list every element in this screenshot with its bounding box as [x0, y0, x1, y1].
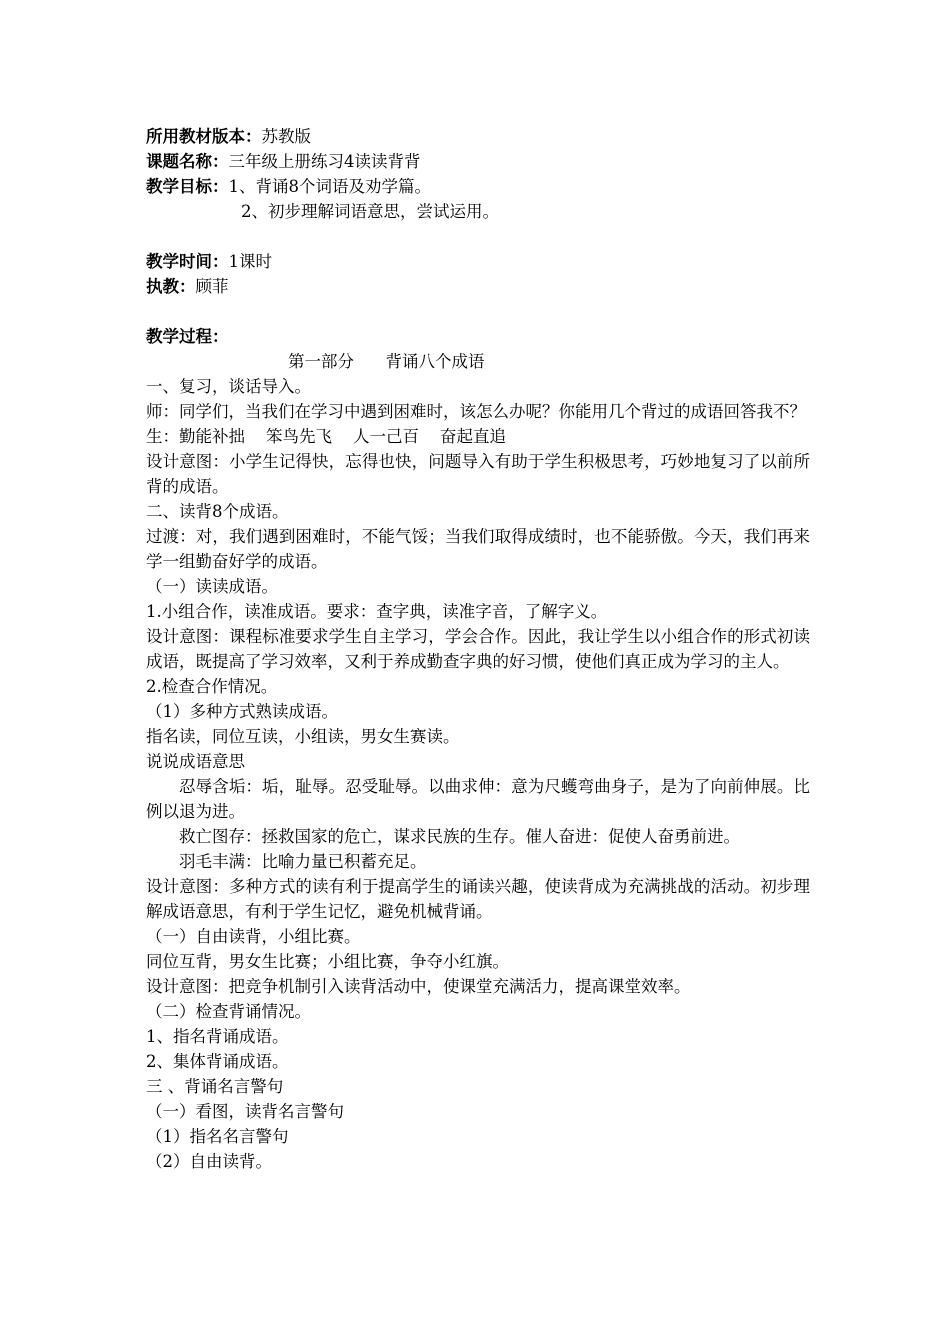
- paragraph: 过渡：对，我们遇到困难时，不能气馁；当我们取得成绩时，也不能骄傲。今天，我们再来学一组勤奋好学的成语。: [146, 527, 810, 571]
- paragraph: （2）自由读背。: [146, 1152, 272, 1171]
- idiom-meaning: 羽毛丰满：比喻力量已积蓄充足。: [179, 852, 427, 871]
- spacer: [146, 224, 810, 249]
- paragraph: 设计意图：多种方式的读有利于提高学生的诵读兴趣，使读背成为充满挑战的活动。初步理解成语意思，有利于学生记忆，避免机械背诵。: [146, 877, 810, 921]
- paragraph: 1.小组合作，读准成语。要求：查字典，读准字音，了解字义。: [146, 602, 608, 621]
- paragraph: 指名读，同位互读，小组读，男女生赛读。: [146, 727, 460, 746]
- paragraph: 说说成语意思: [146, 752, 245, 771]
- teaching-time-label: 教学时间：: [146, 252, 229, 271]
- paragraph: 同位互背，男女生比赛；小组比赛，争夺小红旗。: [146, 952, 509, 971]
- paragraph: （一）读读成语。: [146, 577, 278, 596]
- teaching-goal-label: 教学目标：: [146, 177, 229, 196]
- paragraph: 设计意图：把竞争机制引入读背活动中，使课堂充满活力，提高课堂效率。: [146, 977, 691, 996]
- teaching-goal-1: 1、背诵8个词语及劝学篇。: [228, 177, 431, 196]
- lesson-title-line: [146, 149, 810, 174]
- paragraph: （一）自由读背，小组比赛。: [146, 927, 361, 946]
- paragraph: 一、复习，谈话导入。: [146, 377, 311, 396]
- paragraph: 师：同学们，当我们在学习中遇到困难时，该怎么办呢？你能用几个背过的成语回答我不？: [146, 402, 806, 421]
- idiom-meaning: 忍辱含垢：垢，耻辱。忍受耻辱。以曲求伸：意为尺蠖弯曲身子，是为了向前伸展。比例以退为进。: [146, 777, 810, 821]
- paragraph: 1、指名背诵成语。: [146, 1027, 289, 1046]
- lesson-plan-document: [146, 124, 810, 1174]
- paragraph: 2.检查合作情况。: [146, 677, 278, 696]
- paragraph: （二）检查背诵情况。: [146, 1002, 311, 1021]
- lesson-title-value: 三年级上册练习4读读背背: [228, 152, 421, 171]
- textbook-version-value: 苏教版: [261, 127, 311, 146]
- teacher-label: 执教：: [146, 277, 196, 296]
- paragraph: 生：勤能补拙 笨鸟先飞 人一己百 奋起直追: [146, 427, 506, 446]
- paragraph: 二、读背8个成语。: [146, 502, 289, 521]
- idiom-meaning: 救亡图存：拯救国家的危亡，谋求民族的生存。催人奋进：促使人奋勇前进。: [179, 827, 740, 846]
- process-label: 教学过程：: [146, 327, 229, 346]
- paragraph: 三 、背诵名言警句: [146, 1077, 284, 1096]
- paragraph: （1）指名名言警句: [146, 1127, 289, 1146]
- paragraph: 设计意图：课程标准要求学生自主学习，学会合作。因此，我让学生以小组合作的形式初读成语，既提高了学习效率，又利于养成勤查字典的好习惯，使他们真正成为学习的主人。: [146, 627, 810, 671]
- section-title: 第一部分 背诵八个成语: [288, 352, 485, 371]
- teaching-time-value: 1课时: [228, 252, 272, 271]
- lesson-title-label: 课题名称：: [146, 152, 229, 171]
- textbook-version-line: [146, 124, 810, 149]
- spacer: [146, 299, 810, 324]
- paragraph: （1）多种方式熟读成语。: [146, 702, 338, 721]
- paragraph: 2、集体背诵成语。: [146, 1052, 289, 1071]
- teacher-value: 顾菲: [195, 277, 229, 296]
- teaching-goal-2: 2、初步理解词语意思，尝试运用。: [241, 202, 499, 221]
- teaching-time-line: [146, 249, 810, 274]
- teaching-goal-line: [146, 174, 810, 199]
- teacher-line: [146, 274, 810, 299]
- paragraph: 设计意图：小学生记得快，忘得也快，问题导入有助于学生积极思考，巧妙地复习了以前所背的成语。: [146, 452, 810, 496]
- paragraph: （一）看图，读背名言警句: [146, 1102, 344, 1121]
- textbook-version-label: 所用教材版本：: [146, 127, 262, 146]
